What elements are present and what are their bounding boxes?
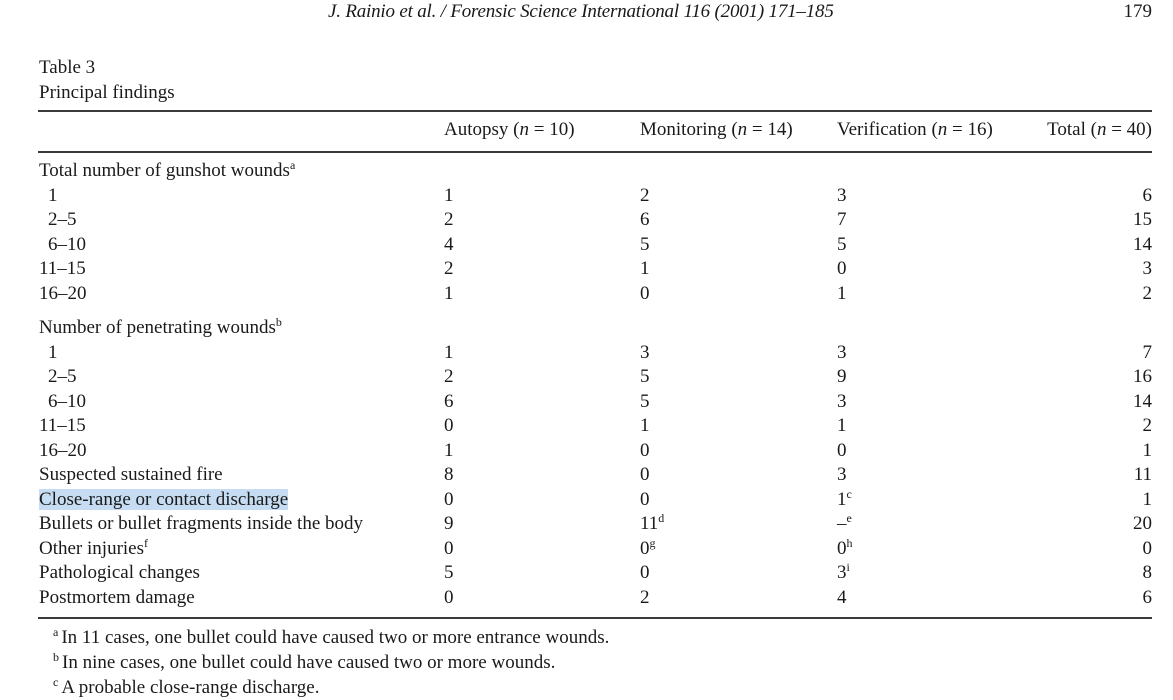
cell-number: 1 [444,440,454,461]
footnote-marker: d [658,511,665,525]
table-top-rule [38,110,1152,112]
cell-value [444,365,454,389]
cell-value [444,561,454,585]
row-label: 16–20 [39,283,87,304]
row-label: 2–5 [48,209,77,230]
footnote-marker: f [144,536,149,550]
cell-value [1143,439,1153,463]
cell-value [444,586,454,610]
cell-value [837,586,847,610]
table-row [0,586,1173,610]
cell-number: 5 [640,234,650,255]
cell-value [444,537,454,561]
footnote-marker: a [289,158,296,172]
cell-number: 2 [444,366,454,387]
cell-value [444,282,454,306]
cell-value [1143,282,1153,306]
cell-number: 9 [444,513,454,534]
cell-value [444,184,454,208]
cell-number: 0 [444,415,454,436]
row-label-text: Close-range or contact discharge [39,489,289,510]
cell-value [837,257,847,281]
footnote-text: A probable close-range discharge. [61,677,320,698]
cell-value [1143,488,1153,512]
row-label [39,586,195,610]
cell-value [640,233,650,257]
cell-number: 6 [640,209,650,230]
footnote-marker: g [649,536,656,550]
cell-number: 0 [1142,538,1152,559]
cell-number: 1 [444,283,454,304]
cell-number: 1 [444,185,454,206]
cell-number: 0 [640,464,650,485]
row-label [39,512,363,536]
table-row [0,257,1173,281]
cell-number: 4 [837,587,847,608]
row-label: 6–10 [48,234,86,255]
cell-value [444,390,454,414]
table-header-rule [38,151,1152,153]
footnote-mark: c [53,675,59,689]
cell-value [837,537,853,561]
cell-number: 0 [640,562,650,583]
section-heading [0,159,1173,183]
cell-number: 5 [837,234,847,255]
cell-value [640,341,650,365]
table-bottom-rule [38,617,1152,619]
table-row [0,390,1173,414]
row-label-text: Suspected sustained fire [39,464,223,485]
cell-value [444,233,454,257]
cell-number: 0 [837,440,847,461]
cell-number: 0 [640,440,650,461]
cell-number: 5 [640,391,650,412]
cell-value [837,184,847,208]
table-row [0,512,1173,536]
cell-value [640,282,650,306]
cell-value [640,586,650,610]
cell-number: 2 [640,185,650,206]
cell-number: 2 [444,258,454,279]
cell-value [444,512,454,536]
row-label-text: Pathological changes [39,562,200,583]
cell-value [640,257,650,281]
cell-value [640,463,650,487]
cell-number: 7 [1142,342,1152,363]
table-row [0,233,1173,257]
section-heading-label [39,159,295,183]
running-head [0,0,1173,26]
cell-value [640,561,650,585]
cell-value [1143,184,1153,208]
cell-value [640,184,650,208]
cell-value [444,463,454,487]
cell-value [640,488,650,512]
cell-number: 4 [444,234,454,255]
footnote-marker: i [846,560,850,574]
cell-number: 2 [640,587,650,608]
row-label: 1 [48,185,58,206]
cell-number: 5 [444,562,454,583]
cell-number: 3 [1142,258,1152,279]
cell-value [1133,365,1152,389]
cell-number: 1 [1142,489,1152,510]
cell-number: 11 [1133,464,1152,485]
row-label: 11–15 [39,415,86,436]
table-footnotes [53,625,609,700]
row-label-text: Other injuries [39,538,145,559]
table-title: Principal findings [39,82,175,103]
footnote-mark: a [53,625,59,639]
cell-value [837,439,847,463]
cell-value [1143,414,1153,438]
cell-value [837,208,847,232]
cell-number: 3 [837,342,847,363]
cell-number: 1 [837,415,847,436]
cell-value [837,561,850,585]
cell-number: 16 [1133,366,1152,387]
row-label-text: Postmortem damage [39,587,195,608]
cell-value [837,488,852,512]
table-row [0,463,1173,487]
cell-number: 3 [837,562,847,583]
cell-number: 0 [444,489,454,510]
column-header-verification: Verification (n = 16) [837,119,993,140]
cell-number: 8 [1142,562,1152,583]
cell-number: 6 [444,391,454,412]
cell-number: 20 [1133,513,1152,534]
footnote [53,625,609,650]
row-label [39,561,200,585]
cell-number: 14 [1133,391,1152,412]
cell-value [837,463,847,487]
cell-number: 15 [1133,209,1152,230]
column-header-autopsy: Autopsy (n = 10) [444,119,575,140]
cell-number: 14 [1133,234,1152,255]
table-row [0,341,1173,365]
footnote-text: In nine cases, one bullet could have caused two or more wounds. [62,652,556,673]
cell-value [640,439,650,463]
row-label [39,537,148,561]
cell-value [837,282,847,306]
table-row [0,184,1173,208]
cell-value [1143,341,1153,365]
cell-value [1134,463,1152,487]
cell-value [1133,390,1152,414]
cell-number: 11 [640,513,659,534]
cell-value [640,537,656,561]
cell-value [640,365,650,389]
cell-number: 5 [640,366,650,387]
column-header-total: Total (n = 40) [1047,119,1152,140]
cell-number: 3 [837,464,847,485]
column-header-monitoring: Monitoring (n = 14) [640,119,793,140]
cell-value [1143,257,1153,281]
footnote-marker: e [846,511,852,525]
footnote [53,650,609,675]
table-row [0,561,1173,585]
cell-number: 1 [837,283,847,304]
section-heading-text: Number of penetrating wounds [39,317,276,338]
cell-number: 3 [640,342,650,363]
row-label-selected [39,488,288,512]
footnote [53,675,609,700]
section-heading [0,316,1173,340]
row-label: 6–10 [48,391,86,412]
footnote-text: In 11 cases, one bullet could have caused two or more entrance wounds. [61,627,610,648]
cell-number: 0 [837,538,847,559]
cell-value [444,257,454,281]
footnote-marker: h [846,536,853,550]
section-heading-text: Total number of gunshot wounds [39,160,290,181]
cell-value [444,208,454,232]
cell-number: 6 [1142,185,1152,206]
row-label: 1 [48,342,58,363]
cell-number: 0 [640,283,650,304]
cell-number: 2 [444,209,454,230]
table-number: Table 3 [39,57,96,78]
cell-value [837,341,847,365]
row-label-text: Bullets or bullet fragments inside the body [39,513,364,534]
cell-number: 2 [1142,415,1152,436]
cell-number: 2 [1142,283,1152,304]
row-label: 11–15 [39,258,86,279]
table-row [0,488,1173,512]
cell-value [640,390,650,414]
cell-number: – [837,513,847,534]
row-label [39,463,223,487]
table-caption [39,55,175,105]
table-row [0,439,1173,463]
table-row [0,414,1173,438]
cell-number: 0 [837,258,847,279]
cell-value [1133,233,1152,257]
cell-value [640,208,650,232]
section-heading-label [39,316,282,340]
cell-number: 1 [640,415,650,436]
cell-number: 3 [837,185,847,206]
cell-number: 0 [444,538,454,559]
row-label: 16–20 [39,440,87,461]
cell-number: 9 [837,366,847,387]
table-row [0,365,1173,389]
cell-value [837,414,847,438]
cell-value [640,414,650,438]
cell-value [1143,537,1153,561]
table-row [0,282,1173,306]
page-number: 179 [1123,1,1152,22]
cell-number: 6 [1142,587,1152,608]
cell-value [837,365,847,389]
cell-value [1133,208,1152,232]
cell-number: 3 [837,391,847,412]
footnote-mark: b [53,650,59,664]
footnote-marker: c [846,487,852,501]
cell-number: 0 [640,489,650,510]
cell-value [1143,561,1153,585]
row-label: 2–5 [48,366,77,387]
cell-number: 8 [444,464,454,485]
cell-value [1143,586,1153,610]
cell-value [444,439,454,463]
cell-value [444,488,454,512]
cell-number: 1 [444,342,454,363]
cell-number: 1 [1142,440,1152,461]
table-row [0,208,1173,232]
cell-value [837,233,847,257]
cell-number: 1 [640,258,650,279]
cell-value [837,512,852,536]
cell-number: 1 [837,489,847,510]
journal-citation: J. Rainio et al. / Forensic Science International 116 (2001) 171–185 [328,1,834,22]
cell-value [444,414,454,438]
cell-value [1133,512,1152,536]
footnote-marker: b [275,315,282,329]
cell-number: 7 [837,209,847,230]
table-row [0,537,1173,561]
cell-number: 0 [640,538,650,559]
cell-number: 0 [444,587,454,608]
cell-value [640,512,664,536]
cell-value [444,341,454,365]
cell-value [837,390,847,414]
